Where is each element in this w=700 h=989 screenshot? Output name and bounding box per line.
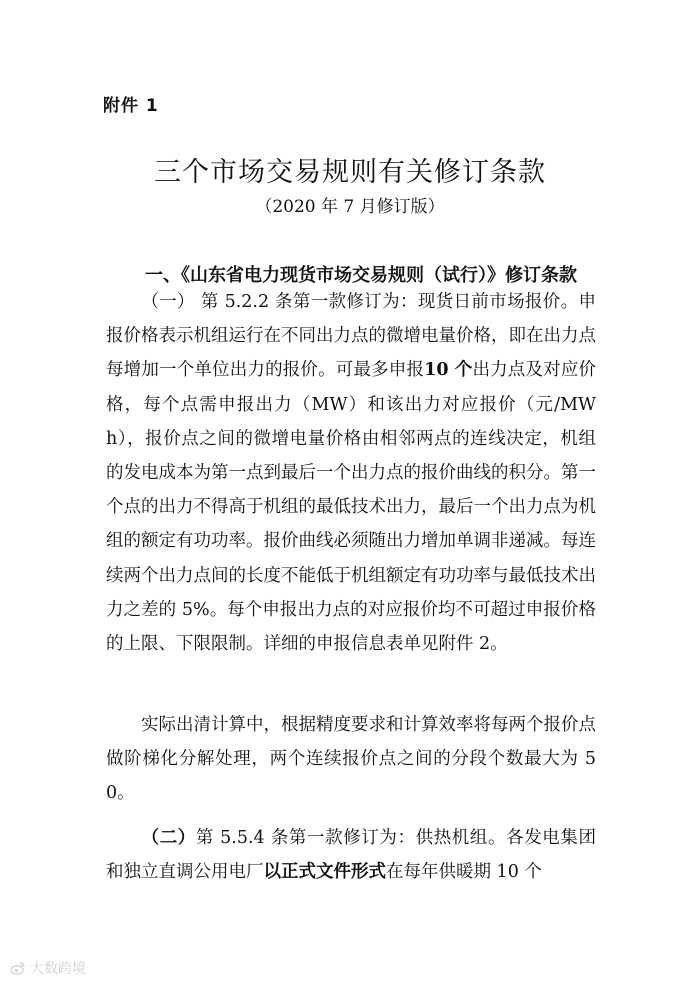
paragraph-3-bold: 以正式文件形式 bbox=[263, 862, 386, 883]
attachment-label: 附件 1 bbox=[103, 96, 159, 116]
paragraph-1-text-a: 现货日前市场报价。申报价格表示机组运行在不同出力点的微增电量价格，即在出力点每增加一个单位出力的报价。可最多申报 bbox=[106, 292, 597, 381]
paragraph-3 bbox=[106, 821, 596, 889]
paragraph-3-text-a: 第 5.5.4 条第一款修订为：供热机组。各发电集团和独立直调公用电厂 bbox=[106, 828, 596, 883]
paragraph-1-bold: 10 个 bbox=[424, 360, 473, 381]
paragraph-1 bbox=[106, 285, 596, 661]
paragraph-2 bbox=[106, 708, 596, 811]
weibo-logo-icon bbox=[10, 960, 26, 976]
watermark bbox=[10, 958, 86, 978]
paragraph-2-text: 实际出清计算中，根据精度要求和计算效率将每两个报价点做阶梯化分解处理，两个连续报价点之间的分段个数最大为 50。 bbox=[106, 715, 596, 804]
document-title: 三个市场交易规则有关修订条款 bbox=[154, 157, 546, 188]
section-heading: 一、《山东省电力现货市场交易规则（试行）》修订条款 bbox=[145, 265, 577, 286]
paragraph-1-text-b: 出力点及对应价格，每个点需申报出力（MW）和该出力对应报价（元/MWh），报价点之间的微增电量价格由相邻两点的连线决定，机组的发电成本为第一点到最后一个出力点的报价曲线的积分。第一个点的出力不得高于机组的最低技术出力，最后一个出力点为机组的额定有功功率。报价曲线必须随出力增加单调非递减。每连续两个出力点间的长度不能低于机组额定有功功率与最低技术出力之差的 5%。每个申报出力点的对应报价均不可超过申报价格的上限、下限限制。详细的申报信息表单见附件 2。 bbox=[106, 360, 597, 655]
paragraph-3-lead: （二） bbox=[141, 828, 196, 848]
paragraph-1-lead: （一） 第 5.2.2 条第一款修订为： bbox=[141, 292, 418, 312]
paragraph-3-text-b: 在每年供暖期 10 个 bbox=[386, 862, 542, 883]
watermark-text: 大数跨境 bbox=[30, 961, 86, 977]
document-subtitle: （2020 年 7 月修订版） bbox=[255, 197, 445, 217]
